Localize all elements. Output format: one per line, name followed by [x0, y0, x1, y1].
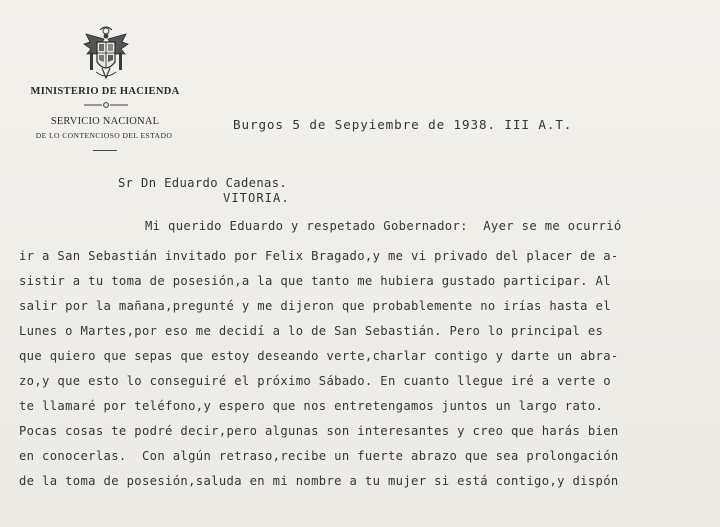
dateline: Burgos 5 de Sepyiembre de 1938. III A.T.	[233, 117, 573, 132]
body-line: te llamaré por teléfono,y espero que nos entretengamos juntos un largo rato.	[19, 399, 604, 413]
body-line: que quiero que sepas que estoy deseando verte,charlar contigo y darte un abra-	[19, 349, 619, 363]
body-line: sistir a tu toma de posesión,a la que tanto me hubiera gustado participar. Al	[19, 274, 611, 288]
body-line: Lunes o Martes,por eso me decidí a lo de San Sebastián. Pero lo principal es	[19, 324, 604, 338]
body-line: salir por la mañana,pregunté y me dijeron que probablemente no irías hasta el	[19, 299, 611, 313]
letterhead-divider	[93, 150, 117, 151]
body-line: Pocas cosas te podré decir,pero algunas son interesantes y creo que harás bien	[19, 424, 619, 438]
recipient-name: Sr Dn Eduardo Cadenas.	[118, 176, 288, 190]
letterhead-ministry: MINISTERIO DE HACIENDA	[30, 86, 180, 97]
body-line: Mi querido Eduardo y respetado Gobernador: Ayer se me ocurrió	[145, 219, 622, 233]
body-line: zo,y que esto lo conseguiré el próximo Sábado. En cuanto llegue iré a verte o	[19, 374, 611, 388]
letterhead-department: DE LO CONTENCIOSO DEL ESTADO	[35, 131, 173, 140]
ornament-divider-icon	[82, 100, 130, 110]
body-line: en conocerlas. Con algún retraso,recibe un fuerte abrazo que sea prolongación	[19, 449, 619, 463]
recipient-city: VITORIA.	[223, 191, 290, 205]
body-line: de la toma de posesión,saluda en mi nombre a tu mujer si está contigo,y dispón	[19, 474, 619, 488]
body-line: ir a San Sebastián invitado por Felix Bragado,y me vi privado del placer de a-	[19, 249, 619, 263]
coat-of-arms-icon	[82, 24, 130, 84]
letterhead-service: SERVICIO NACIONAL	[50, 116, 160, 127]
